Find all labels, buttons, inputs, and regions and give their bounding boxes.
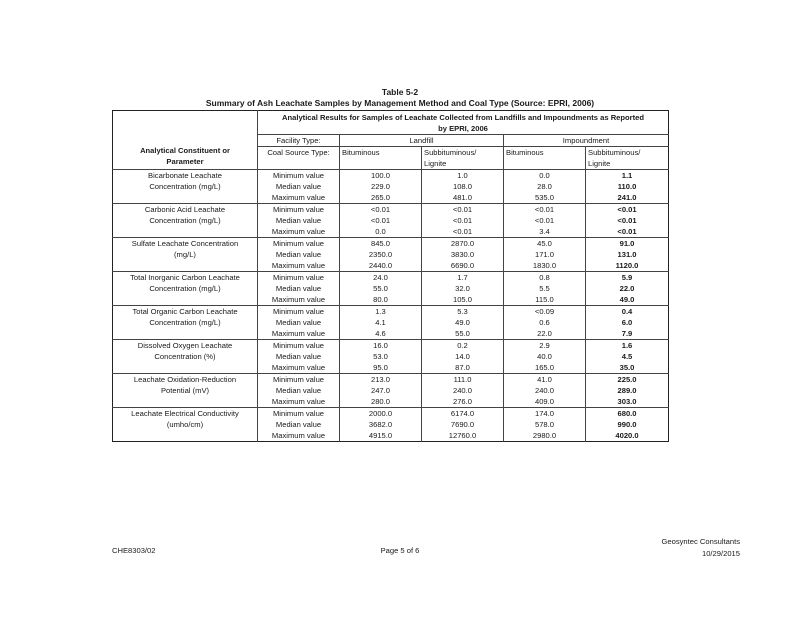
landfill-bituminous-value: 55.0: [340, 283, 422, 294]
landfill-bituminous-value: 4.1: [340, 317, 422, 328]
parameter-cell: [113, 340, 258, 374]
impoundment-subbituminous-value: 131.0: [586, 249, 669, 260]
table-row: [113, 170, 669, 182]
impoundment-bituminous-value: 2980.0: [504, 430, 586, 442]
impoundment-bituminous-value: 22.0: [504, 328, 586, 340]
landfill-bituminous-value: 0.0: [340, 226, 422, 238]
parameter-name-line1: Leachate Oxidation-Reduction: [133, 375, 237, 384]
span-title-line2: by EPRI, 2006: [438, 124, 488, 133]
statistic-label: Median value: [275, 284, 322, 293]
landfill-subbituminous-value: 481.0: [422, 192, 504, 204]
table-title: Summary of Ash Leachate Samples by Management Method and Coal Type (Source: EPRI, 2006): [205, 98, 595, 108]
impoundment-subbit-header-line1: Subbituminous/: [586, 147, 669, 159]
impoundment-subbituminous-value: 225.0: [586, 374, 669, 386]
landfill-bituminous-value: 16.0: [340, 340, 422, 352]
statistic-label: Maximum value: [271, 431, 326, 440]
statistic-label: Minimum value: [258, 340, 340, 352]
facility-type-label: Facility Type:: [276, 136, 321, 145]
landfill-subbituminous-value: <0.01: [422, 204, 504, 216]
landfill-subbituminous-value: 3830.0: [422, 249, 504, 260]
table-row: [113, 238, 669, 250]
impoundment-bituminous-value: 2.9: [504, 340, 586, 352]
impoundment-bituminous-value: 409.0: [504, 396, 586, 408]
impoundment-subbituminous-value: <0.01: [586, 215, 669, 226]
statistic-label: Maximum value: [271, 329, 326, 338]
impoundment-subbituminous-value: 680.0: [586, 408, 669, 420]
landfill-bituminous-value: 2000.0: [340, 408, 422, 420]
impoundment-bituminous-value: 0.0: [504, 170, 586, 182]
impoundment-subbituminous-value: 303.0: [586, 396, 669, 408]
impoundment-subbituminous-value: 35.0: [586, 362, 669, 374]
landfill-subbituminous-value: 12760.0: [422, 430, 504, 442]
landfill-subbituminous-value: 6690.0: [422, 260, 504, 272]
landfill-bituminous-value: 24.0: [340, 272, 422, 284]
landfill-bituminous-value: 265.0: [340, 192, 422, 204]
parameter-name-line1: Leachate Electrical Conductivity: [131, 409, 239, 418]
landfill-bituminous-value: 280.0: [340, 396, 422, 408]
landfill-bituminous-value: 247.0: [340, 385, 422, 396]
impoundment-header: Impoundment: [504, 135, 669, 147]
landfill-subbituminous-value: 111.0: [422, 374, 504, 386]
span-title: [258, 111, 669, 135]
impoundment-bituminous-value: 0.8: [504, 272, 586, 284]
impoundment-bituminous-value: 28.0: [504, 181, 586, 192]
statistic-label: Minimum value: [258, 204, 340, 216]
parameter-cell: [113, 408, 258, 442]
impoundment-subbituminous-value: 289.0: [586, 385, 669, 396]
statistic-label: Median value: [275, 420, 322, 429]
landfill-bituminous-value: 53.0: [340, 351, 422, 362]
report-date: 10/29/2015: [701, 549, 740, 558]
landfill-bituminous-value: 3682.0: [340, 419, 422, 430]
parameter-name-line2: Concentration (%): [154, 352, 216, 361]
statistic-label: Maximum value: [271, 295, 326, 304]
statistic-label: Maximum value: [271, 363, 326, 372]
landfill-bituminous-value: 2440.0: [340, 260, 422, 272]
landfill-subbituminous-value: 0.2: [422, 340, 504, 352]
impoundment-subbituminous-value: 1120.0: [586, 260, 669, 272]
statistic-label: Minimum value: [258, 374, 340, 386]
impoundment-subbituminous-value: 7.9: [586, 328, 669, 340]
impoundment-subbituminous-value: 4.5: [586, 351, 669, 362]
span-title-line1: Analytical Results for Samples of Leachate Collected from Landfills and Impoundments as Reported: [281, 113, 645, 122]
impoundment-subbituminous-value: 4020.0: [586, 430, 669, 442]
landfill-subbituminous-value: <0.01: [422, 226, 504, 238]
statistic-label: Median value: [275, 182, 322, 191]
parameter-name-line1: Carbonic Acid Leachate: [144, 205, 226, 214]
landfill-bituminous-value: 845.0: [340, 238, 422, 250]
impoundment-bituminous-value: <0.09: [504, 306, 586, 318]
statistic-label: Minimum value: [258, 408, 340, 420]
statistic-label: Maximum value: [271, 397, 326, 406]
statistic-label: Maximum value: [271, 193, 326, 202]
landfill-subbituminous-value: 14.0: [422, 351, 504, 362]
leachate-summary-table: [112, 110, 669, 442]
impoundment-bituminous-value: <0.01: [504, 215, 586, 226]
parameter-cell: [113, 238, 258, 272]
landfill-subbituminous-value: 1.7: [422, 272, 504, 284]
landfill-subbituminous-value: 6174.0: [422, 408, 504, 420]
impoundment-bituminous-value: 115.0: [504, 294, 586, 306]
table-number: Table 5-2: [381, 87, 419, 97]
statistic-label: Minimum value: [258, 306, 340, 318]
landfill-bituminous-value: 1.3: [340, 306, 422, 318]
impoundment-bituminous-value: 1830.0: [504, 260, 586, 272]
impoundment-bituminous-value: 5.5: [504, 283, 586, 294]
parameter-name-line1: Total Inorganic Carbon Leachate: [130, 273, 240, 282]
impoundment-bituminous-value: 171.0: [504, 249, 586, 260]
table-row: [113, 306, 669, 318]
table-row: [113, 408, 669, 420]
statistic-label: Median value: [275, 386, 322, 395]
table-row: [113, 374, 669, 386]
landfill-bituminous-value: <0.01: [340, 215, 422, 226]
landfill-subbituminous-value: 108.0: [422, 181, 504, 192]
param-header-line1: Analytical Constituent or: [140, 146, 230, 155]
impoundment-bituminous-value: 240.0: [504, 385, 586, 396]
impoundment-subbituminous-value: 110.0: [586, 181, 669, 192]
parameter-cell: [113, 204, 258, 238]
parameter-name-line1: Sulfate Leachate Concentration: [131, 239, 239, 248]
landfill-bituminous-value: 95.0: [340, 362, 422, 374]
impoundment-subbituminous-value: 91.0: [586, 238, 669, 250]
param-header-line2: Parameter: [166, 157, 204, 166]
parameter-name-line1: Dissolved Oxygen Leachate: [137, 341, 233, 350]
parameter-cell: [113, 374, 258, 408]
statistic-label: Median value: [275, 318, 322, 327]
impoundment-bituminous-value: 40.0: [504, 351, 586, 362]
impoundment-bituminous-value: 3.4: [504, 226, 586, 238]
landfill-subbituminous-value: 55.0: [422, 328, 504, 340]
statistic-label: Minimum value: [258, 238, 340, 250]
parameter-name-line2: Concentration (mg/L): [149, 284, 221, 293]
statistic-label: Median value: [275, 250, 322, 259]
impoundment-subbituminous-value: 5.9: [586, 272, 669, 284]
landfill-subbituminous-value: 105.0: [422, 294, 504, 306]
param-header: [113, 111, 258, 170]
impoundment-bituminous-header: Bituminous: [504, 147, 586, 170]
parameter-name-line2: (umho/cm): [166, 420, 204, 429]
landfill-bituminous-value: 4915.0: [340, 430, 422, 442]
landfill-bituminous-value: 213.0: [340, 374, 422, 386]
impoundment-bituminous-value: <0.01: [504, 204, 586, 216]
parameter-name-line1: Bicarbonate Leachate: [148, 171, 222, 180]
landfill-subbituminous-value: 276.0: [422, 396, 504, 408]
impoundment-subbituminous-value: 0.4: [586, 306, 669, 318]
impoundment-subbituminous-value: 6.0: [586, 317, 669, 328]
parameter-name-line1: Total Organic Carbon Leachate: [132, 307, 238, 316]
statistic-label: Minimum value: [258, 170, 340, 182]
document-id: CHE8303/02: [112, 546, 156, 555]
impoundment-subbit-header-line2: Lignite: [588, 159, 611, 168]
statistic-label: Median value: [275, 216, 322, 225]
landfill-subbituminous-value: 49.0: [422, 317, 504, 328]
landfill-bituminous-value: 4.6: [340, 328, 422, 340]
parameter-name-line2: Concentration (mg/L): [149, 318, 221, 327]
landfill-subbituminous-value: 7690.0: [422, 419, 504, 430]
impoundment-subbituminous-value: 49.0: [586, 294, 669, 306]
impoundment-subbituminous-value: 241.0: [586, 192, 669, 204]
statistic-label: Maximum value: [271, 261, 326, 270]
landfill-subbituminous-value: 1.0: [422, 170, 504, 182]
landfill-bituminous-value: 80.0: [340, 294, 422, 306]
impoundment-subbituminous-value: <0.01: [586, 204, 669, 216]
impoundment-bituminous-value: 535.0: [504, 192, 586, 204]
header-row-span: [113, 111, 669, 135]
landfill-subbituminous-value: 2870.0: [422, 238, 504, 250]
table-row: [113, 340, 669, 352]
landfill-subbituminous-value: 87.0: [422, 362, 504, 374]
statistic-label: Median value: [275, 352, 322, 361]
impoundment-subbituminous-value: 22.0: [586, 283, 669, 294]
landfill-subbit-header-line1: Subbituminous/: [422, 147, 504, 159]
statistic-label: Maximum value: [271, 227, 326, 236]
landfill-subbituminous-value: 5.3: [422, 306, 504, 318]
impoundment-subbituminous-value: 1.1: [586, 170, 669, 182]
landfill-bituminous-value: 2350.0: [340, 249, 422, 260]
impoundment-bituminous-value: 0.6: [504, 317, 586, 328]
table-row: [113, 272, 669, 284]
impoundment-subbituminous-value: 990.0: [586, 419, 669, 430]
landfill-header: Landfill: [340, 135, 504, 147]
page-number: Page 5 of 6: [380, 546, 420, 555]
parameter-cell: [113, 170, 258, 204]
statistic-label: Minimum value: [258, 272, 340, 284]
coal-source-label: Coal Source Type:: [258, 147, 340, 170]
table-row: [113, 204, 669, 216]
landfill-subbituminous-value: 240.0: [422, 385, 504, 396]
impoundment-bituminous-value: 165.0: [504, 362, 586, 374]
landfill-bituminous-value: 100.0: [340, 170, 422, 182]
impoundment-bituminous-value: 45.0: [504, 238, 586, 250]
parameter-cell: [113, 306, 258, 340]
landfill-subbit-header-line2: Lignite: [422, 158, 504, 170]
parameter-name-line2: (mg/L): [174, 250, 196, 259]
impoundment-subbituminous-value: <0.01: [586, 226, 669, 238]
landfill-bituminous-value: 229.0: [340, 181, 422, 192]
parameter-name-line2: Concentration (mg/L): [149, 182, 221, 191]
parameter-name-line2: Concentration (mg/L): [149, 216, 221, 225]
landfill-subbituminous-value: <0.01: [422, 215, 504, 226]
impoundment-bituminous-value: 41.0: [504, 374, 586, 386]
parameter-cell: [113, 272, 258, 306]
landfill-subbituminous-value: 32.0: [422, 283, 504, 294]
impoundment-bituminous-value: 578.0: [504, 419, 586, 430]
landfill-bituminous-value: <0.01: [340, 204, 422, 216]
table-body: [113, 170, 669, 442]
landfill-bituminous-header: Bituminous: [340, 147, 422, 170]
impoundment-subbituminous-value: 1.6: [586, 340, 669, 352]
impoundment-bituminous-value: 174.0: [504, 408, 586, 420]
parameter-name-line2: Potential (mV): [160, 386, 210, 395]
company-name: Geosyntec Consultants: [661, 537, 740, 546]
